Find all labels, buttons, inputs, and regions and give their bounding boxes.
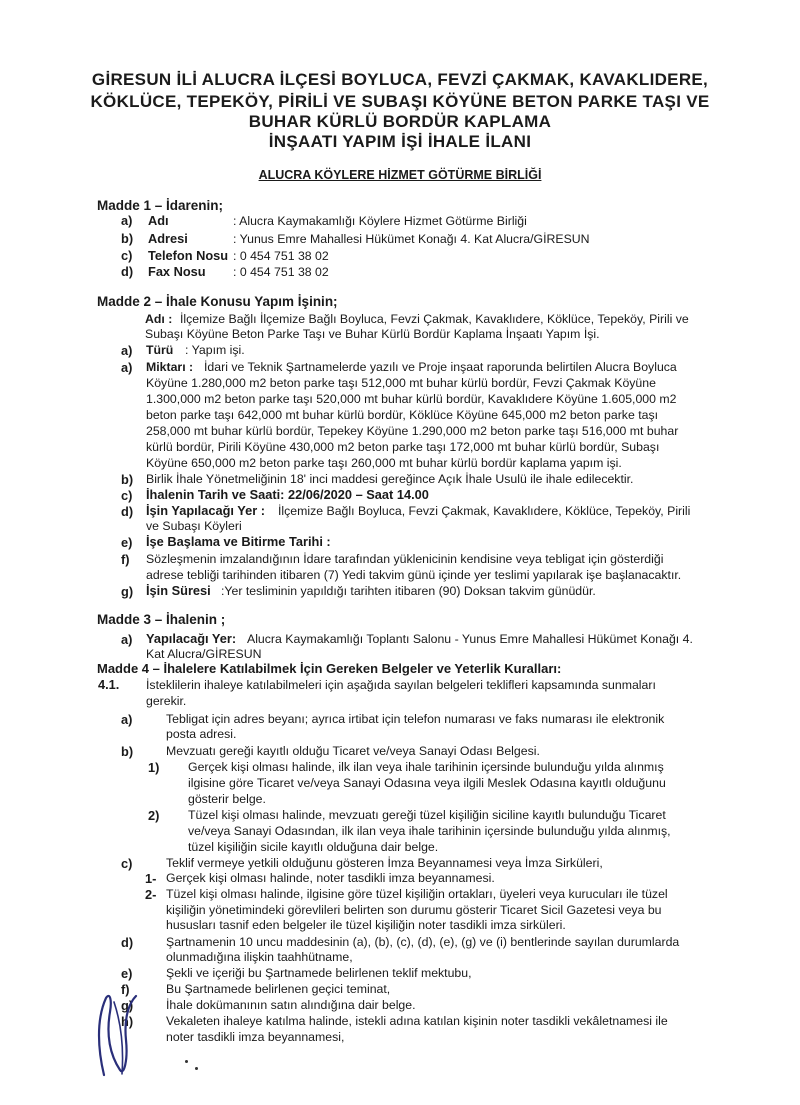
madde-2-adi-line-2: Subaşı Köyüne Beton Parke Taşı ve Buhar Kürlü Bordür Kaplama İnşaatı Yapım İşi. — [145, 327, 600, 341]
madde-2-c-mark: c) — [121, 488, 133, 503]
madde-4-c-mark: c) — [121, 856, 133, 871]
madde-4-h-line-2: noter tasdikli imza beyannamesi, — [166, 1030, 345, 1044]
madde-4-c2-line-3: hususları tasnif eden belgeler ile tüzel kişiliğin noter tasdikli imza sirküleri. — [166, 918, 566, 932]
madde-1-c-label: Telefon Nosu — [148, 248, 229, 263]
madde-2-miktari-line-2: Köyüne 1.280,000 m2 beton parke taşı 512,000 mt buhar kürlü bordür, Fevzi Çakmak Köyüne — [146, 376, 656, 390]
madde-1-d-label: Fax Nosu — [148, 264, 206, 279]
madde-2-d-line-1: İlçemize Bağlı Boyluca, Fevzi Çakmak, Kavaklıdere, Köklüce, Tepeköy, Pirili — [278, 504, 691, 518]
madde-4-b-mark: b) — [121, 744, 134, 759]
madde-2-b-text: Birlik İhale Yönetmeliğinin 18' inci maddesi gereğince Açık İhale Usulü ile ihale edilecektir. — [146, 472, 634, 486]
madde-2-d-line-2: ve Subaşı Köyleri — [146, 519, 242, 533]
madde-2-miktari-line-3: 1.300,000 m2 beton parke taşı 520,000 mt buhar kürlü bordür, Kavaklıdere Köyüne 1.605,000 m2 — [146, 392, 677, 406]
madde-2-miktari-line-6: kürlü bordür, Pirili Köyüne 430,000 m2 beton parke taşı 172,000 mt buhar kürlü bordür, Subaşı — [146, 440, 660, 454]
title-line-2: KÖKLÜCE, TEPEKÖY, PİRİLİ VE SUBAŞI KÖYÜNE BETON PARKE TAŞI VE — [90, 92, 710, 111]
madde-2-miktari-line-7: Köyüne 650,000 m2 beton parke taşı 260,000 mt buhar kürlü bordür kaplama yapım işi. — [146, 456, 622, 470]
madde-1-b-mark: b) — [121, 231, 134, 246]
madde-4-c1-mark: 1- — [145, 871, 157, 886]
madde-2-miktari-line-1: İdari ve Teknik Şartnamelerde yazılı ve Proje inşaat raporunda belirtilen Alucra Boyluca — [204, 360, 677, 374]
madde-4-a-line-2: posta adresi. — [166, 727, 237, 741]
madde-2-miktari-line-5: 258,000 mt buhar kürlü bordür, Tepekey Köyüne 1.290,000 m2 beton parke taşı 516,000 mt buhar — [146, 424, 679, 438]
madde-4-num: 4.1. — [98, 677, 120, 692]
madde-4-b2-line-1: Tüzel kişi olması halinde, mevzuatı gereği tüzel kişiliğin siciline kayıtlı bulunduğu Ticaret — [188, 808, 666, 822]
madde-2-g-label: İşin Süresi — [146, 583, 211, 598]
madde-2-miktari-mark: a) — [121, 360, 133, 375]
madde-4-e-text: Şekli ve içeriği bu Şartnamede belirlenen teklif mektubu, — [166, 966, 472, 980]
madde-4-b1-mark: 1) — [148, 760, 160, 775]
madde-4-b1-line-2: ilgisine göre Ticaret ve/veya Sanayi Odasına veya ilgili Meslek Odasına kayıtlı olduğunu — [188, 776, 666, 790]
madde-3-a-label: Yapılacağı Yer: — [146, 631, 237, 646]
madde-1-a-value: : Alucra Kaymakamlığı Köylere Hizmet Götürme Birliği — [233, 214, 527, 228]
madde-2-e-text: İşe Başlama ve Bitirme Tarihi : — [146, 534, 331, 549]
madde-4-c-text: Teklif vermeye yetkili olduğunu gösteren İmza Beyannamesi veya İmza Sirküleri, — [166, 856, 603, 870]
madde-2-d-mark: d) — [121, 504, 134, 519]
madde-4-heading: Madde 4 – İhalelere Katılabilmek İçin Gereken Belgeler ve Yeterlik Kuralları: — [97, 661, 562, 676]
madde-4-a-line-1: Tebligat için adres beyanı; ayrıca irtibat için telefon numarası ve faks numarası ile elektronik — [166, 712, 665, 726]
madde-2-b-mark: b) — [121, 472, 134, 487]
madde-3-a-line-2: Kat Alucra/GİRESUN — [146, 647, 262, 661]
madde-4-b1-line-3: gösterir belge. — [188, 792, 266, 806]
madde-4-f-text: Bu Şartnamede belirlenen geçici teminat, — [166, 982, 391, 996]
madde-1-a-mark: a) — [121, 213, 133, 228]
madde-2-miktari-label: Miktarı : — [146, 360, 194, 374]
madde-1-heading: Madde 1 – İdarenin; — [97, 198, 224, 213]
scan-dot — [195, 1067, 198, 1070]
madde-2-f-line-1: Sözleşmenin imzalandığının İdare tarafından yüklenicinin kendisine veya tebligat için gösterdiği — [146, 552, 664, 566]
title-line-4: İNŞAATI YAPIM İŞİ İHALE İLANI — [268, 132, 532, 151]
madde-4-b-text: Mevzuatı gereği kayıtlı olduğu Ticaret ve/veya Sanayi Odası Belgesi. — [166, 744, 540, 758]
madde-2-heading: Madde 2 – İhale Konusu Yapım İşinin; — [97, 294, 338, 309]
madde-2-turu-mark: a) — [121, 343, 133, 358]
madde-4-c2-line-2: kişiliğin yönetimindeki görevlileri belirten son durumu gösterir Ticaret Sicil Gazetesi veya bu — [166, 903, 662, 917]
madde-4-e-mark: e) — [121, 966, 133, 981]
madde-4-c2-mark: 2- — [145, 887, 157, 902]
madde-2-g-mark: g) — [121, 584, 134, 599]
madde-1-d-mark: d) — [121, 264, 134, 279]
madde-4-b1-line-1: Gerçek kişi olması halinde, ilk ilan veya ihale tarihinin içersinde bulunduğu yılda alınmış — [188, 760, 664, 774]
madde-1-b-label: Adresi — [148, 231, 188, 246]
scan-dot — [185, 1060, 188, 1063]
madde-2-c-text: İhalenin Tarih ve Saati: 22/06/2020 – Saat 14.00 — [146, 487, 429, 502]
madde-2-d-label: İşin Yapılacağı Yer : — [146, 503, 266, 518]
madde-2-adi-label: Adı : — [145, 312, 173, 326]
madde-4-d-mark: d) — [121, 935, 134, 950]
madde-1-c-mark: c) — [121, 248, 133, 263]
madde-3-a-mark: a) — [121, 632, 133, 647]
madde-2-f-mark: f) — [121, 552, 130, 567]
madde-1-c-value: : 0 454 751 38 02 — [233, 249, 329, 263]
madde-3-heading: Madde 3 – İhalenin ; — [97, 612, 226, 627]
madde-1-a-label: Adı — [148, 213, 169, 228]
title-line-1: GİRESUN İLİ ALUCRA İLÇESİ BOYLUCA, FEVZİ ÇAKMAK, KAVAKLIDERE, — [91, 70, 709, 89]
madde-4-d-line-1: Şartnamenin 10 uncu maddesinin (a), (b), (c), (d), (e), (g) ve (i) bentlerinde sayılan durumlarda — [166, 935, 680, 949]
madde-1-b-value: : Yunus Emre Mahallesi Hükümet Konağı 4. Kat Alucra/GİRESUN — [233, 232, 590, 246]
signature-initial — [84, 990, 144, 1080]
madde-4-intro-line-1: İsteklilerin ihaleye katılabilmeleri için aşağıda sayılan belgeleri teklifleri kapsamında sunmaları — [146, 678, 656, 692]
madde-2-turu-label: Türü — [146, 343, 174, 357]
madde-2-miktari-line-4: beton parke taşı 642,000 mt buhar kürlü bordür, Köklüce Köyüne 645,000 m2 beton parke taşı — [146, 408, 659, 422]
madde-4-h-mark: h) — [121, 1014, 134, 1029]
madde-1-d-value: : 0 454 751 38 02 — [233, 265, 329, 279]
madde-2-turu-value: : Yapım işi. — [185, 343, 245, 357]
subtitle: ALUCRA KÖYLERE HİZMET GÖTÜRME BİRLİĞİ — [258, 168, 542, 182]
madde-2-g-text: :Yer tesliminin yapıldığı tarihten itibaren (90) Doksan takvim günüdür. — [221, 584, 596, 598]
madde-4-b2-mark: 2) — [148, 808, 160, 823]
madde-4-c2-line-1: Tüzel kişi olması halinde, ilgisine göre tüzel kişiliğin ortakları, üyeleri veya kurucuları ile tüzel — [166, 887, 668, 901]
madde-4-h-line-1: Vekaleten ihaleye katılma halinde, istekli adına katılan kişinin noter tasdikli vekâletnamesi ile — [166, 1014, 668, 1028]
madde-4-a-mark: a) — [121, 712, 133, 727]
madde-2-f-line-2: adrese tebliği tarihinden itibaren (7) Yedi takvim günü içinde yer teslimi yapılarak işe başlanacaktır. — [146, 568, 682, 582]
madde-4-c1-text: Gerçek kişi olması halinde, noter tasdikli imza beyannamesi. — [166, 871, 495, 885]
madde-2-adi-line-1: İlçemize Bağlı İlçemize Bağlı Boyluca, Fevzi Çakmak, Kavaklıdere, Köklüce, Tepeköy, Pirili ve — [180, 312, 689, 326]
madde-4-b2-line-2: ve/veya Sanayi Odasından, ilk ilan veya ihale tarihinin içersinde bulunduğu yılda alınmış, — [188, 824, 671, 838]
madde-4-d-line-2: olunmadığına ilişkin taahhütname, — [166, 950, 353, 964]
madde-4-g-mark: g) — [121, 998, 134, 1013]
title-line-3: BUHAR KÜRLÜ BORDÜR KAPLAMA — [248, 112, 552, 131]
madde-4-f-mark: f) — [121, 982, 130, 997]
madde-2-e-mark: e) — [121, 535, 133, 550]
madde-4-g-text: İhale dokümanının satın alındığına dair belge. — [166, 998, 416, 1012]
madde-4-b2-line-3: tüzel kişiliğin sicile kayıtlı olduğuna dair belge. — [188, 840, 439, 854]
madde-3-a-line-1: Alucra Kaymakamlığı Toplantı Salonu - Yunus Emre Mahallesi Hükümet Konağı 4. — [247, 632, 693, 646]
madde-4-intro-line-2: gerekir. — [146, 694, 187, 708]
